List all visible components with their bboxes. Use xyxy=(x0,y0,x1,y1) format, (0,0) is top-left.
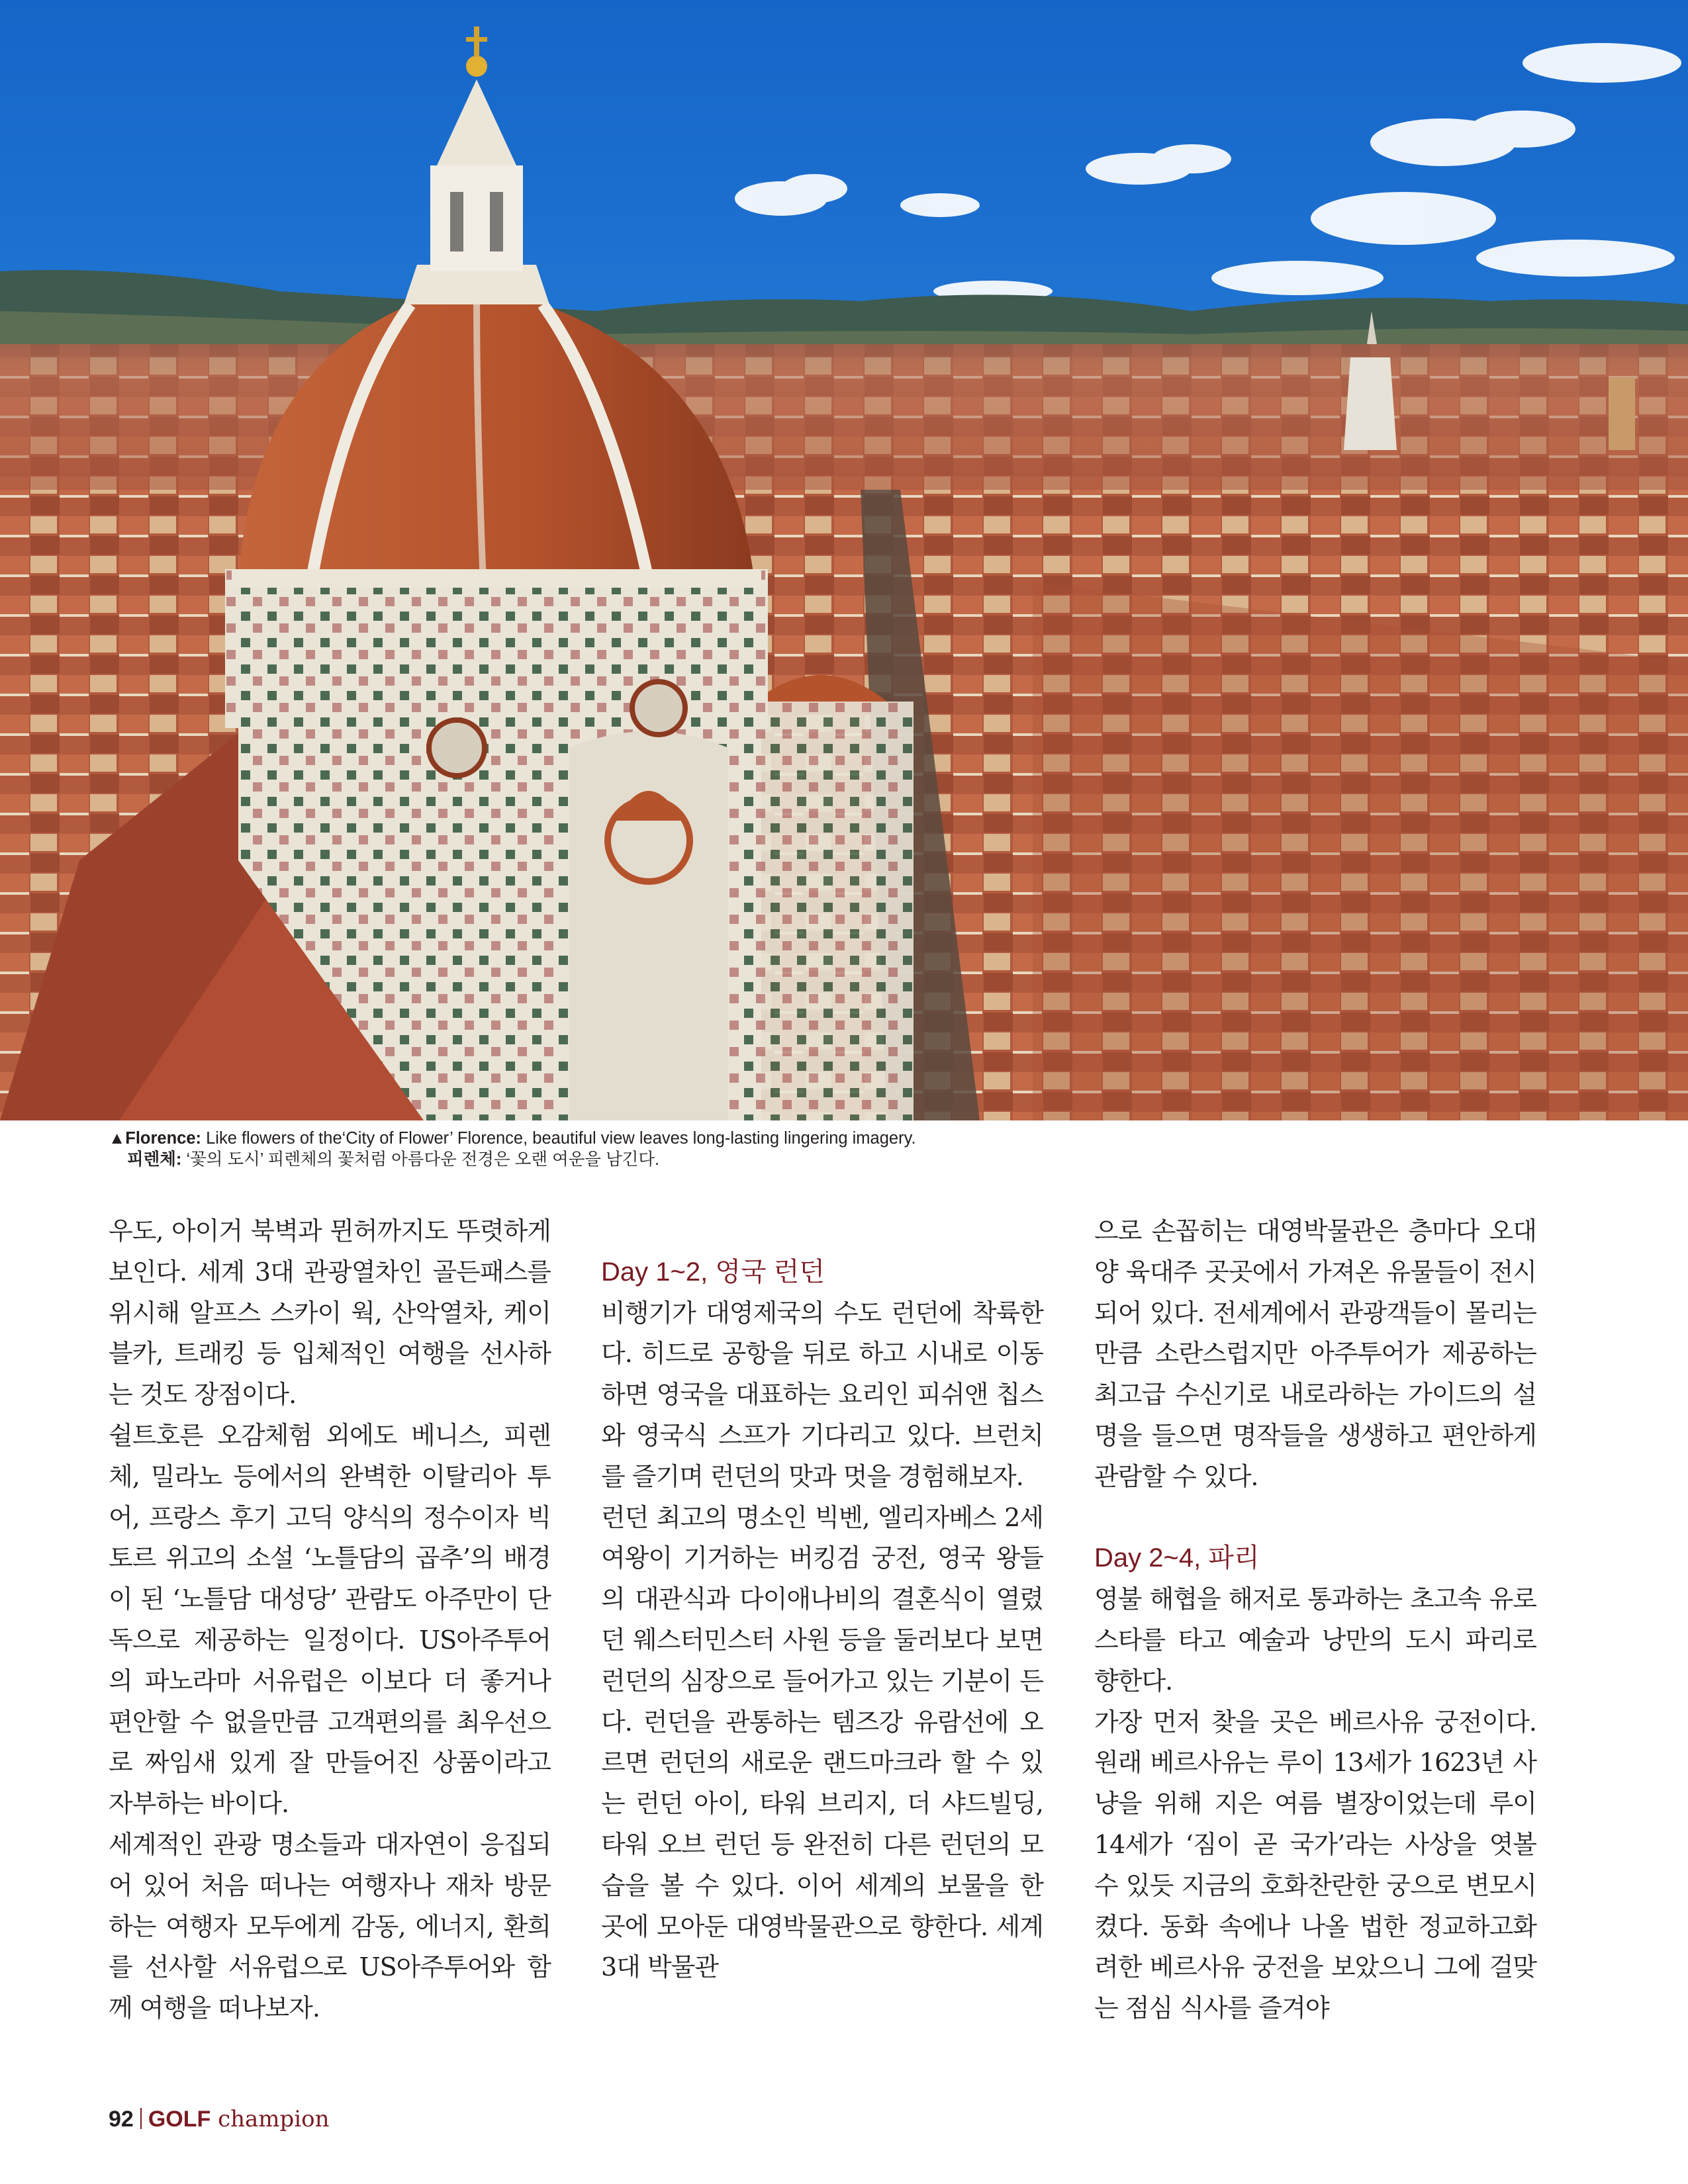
article-column-1 xyxy=(109,1211,551,2029)
paragraph: 세계적인 관광 명소들과 대자연이 응집되어 있어 처음 떠나는 여행자나 재차 방문하는 여행자 모두에게 감동, 에너지, 환희를 선사할 서유럽으로 US아주투어와 함께 여행을 떠나보자. xyxy=(109,1829,551,2023)
caption-english-text: Like flowers of the‘City of Flower’ Florence, beautiful view leaves long-lasting lingering imagery. xyxy=(201,1129,916,1148)
paragraph: 비행기가 대영제국의 수도 런던에 착륙한다. 히드로 공항을 뒤로 하고 시내로 이동하면 영국을 대표하는 요리인 피쉬앤 칩스와 영국식 스프가 기다리고 있다. 브런치를 즐기며 런던의 맛과 멋을 경험해보자. xyxy=(601,1298,1043,1491)
caption-english-label: ▲Florence: xyxy=(109,1129,202,1148)
paragraph: 으로 손꼽히는 대영박물관은 층마다 오대양 육대주 곳곳에서 가져온 유물들이 전시되어 있다. 전세계에서 관광객들이 몰리는만큼 소란스럽지만 아주투어가 제공하는 최고급 수신기로 내로라하는 가이드의 설명을 들으면 명작들을 생생하고 편안하게 관람할 수 있다. xyxy=(1094,1216,1536,1491)
page-footer xyxy=(109,2105,330,2134)
footer-divider xyxy=(140,2108,142,2129)
photo-caption xyxy=(109,1128,1631,1170)
article-column-3 xyxy=(1094,1211,1536,2029)
spacer xyxy=(601,1211,1043,1252)
caption-korean-text: ‘꽃의 도시’ 피렌체의 꽃처럼 아름다운 전경은 오랜 여운을 남긴다. xyxy=(181,1150,660,1169)
spacer xyxy=(1094,1498,1536,1539)
magazine-brand-sub: champion xyxy=(211,2106,330,2132)
paragraph: 쉴트호른 오감체험 외에도 베니스, 피렌체, 밀라노 등에서의 완벽한 이탈리아 투어, 프랑스 후기 고딕 양식의 정수이자 빅토르 위고의 소설 ‘노틀담의 곱추’의 배경이 된 ‘노틀담 대성당’ 관람도 아주만이 단독으로 제공하는 일정이다. US아주투어의 파노라마 서유럽은 이보다 더 좋거나 편안할 수 없을만큼 고객편의를 최우선으로 짜임새 있게 잘 만들어진 상품이라고 자부하는 바이다. xyxy=(109,1420,551,1819)
paragraph: 런던 최고의 명소인 빅벤, 엘리자베스 2세 여왕이 기거하는 버킹검 궁전, 영국 왕들의 대관식과 다이애나비의 결혼식이 열렸던 웨스터민스터 사원 등을 둘러보다 보면 런던의 심장으로 들어가고 있는 기분이 든다. 런던을 관통하는 템즈강 유람선에 오르면 런던의 새로운 랜드마크라 할 수 있는 런던 아이, 타워 브리지, 더 샤드빌딩, 타워 오브 런던 등 완전히 다른 런던의 모습을 볼 수 있다. 이어 세계의 보물을 한 곳에 모아둔 대영박물관으로 향한다. 세계3대 박물관 xyxy=(601,1502,1043,1982)
section-heading-london: Day 1~2, 영국 런던 xyxy=(601,1257,825,1287)
caption-english xyxy=(109,1128,1631,1149)
page-number: 92 xyxy=(109,2107,134,2132)
paragraph: 영불 해협을 해저로 통과하는 초고속 유로스타를 타고 예술과 낭만의 도시 파리로 향한다. xyxy=(1094,1584,1536,1696)
paragraph: 우도, 아이거 북벽과 뮌허까지도 뚜렷하게 보인다. 세계 3대 관광열차인 골든패스를 위시해 알프스 스카이 웍, 산악열차, 케이블카, 트래킹 등 입체적인 여행을 선사하는 것도 장점이다. xyxy=(109,1216,551,1410)
magazine-brand: GOLF xyxy=(148,2107,211,2132)
section-heading-paris: Day 2~4, 파리 xyxy=(1094,1543,1260,1573)
paragraph: 가장 먼저 찾을 곳은 베르사유 궁전이다. 원래 베르사유는 루이 13세가 1623년 사냥을 위해 지은 여름 별장이었는데 루이 14세가 ‘짐이 곧 국가’라는 사상을 엿볼 수 있듯 지금의 호화찬란한 궁으로 변모시켰다. 동화 속에나 나올 법한 정교하고화려한 베르사유 궁전을 보았으니 그에 걸맞는 점심 식사를 즐겨야 xyxy=(1094,1707,1536,2023)
caption-korean-label: 피렌체: xyxy=(127,1150,182,1169)
article-column-2 xyxy=(601,1211,1043,1988)
caption-korean xyxy=(109,1149,1631,1170)
